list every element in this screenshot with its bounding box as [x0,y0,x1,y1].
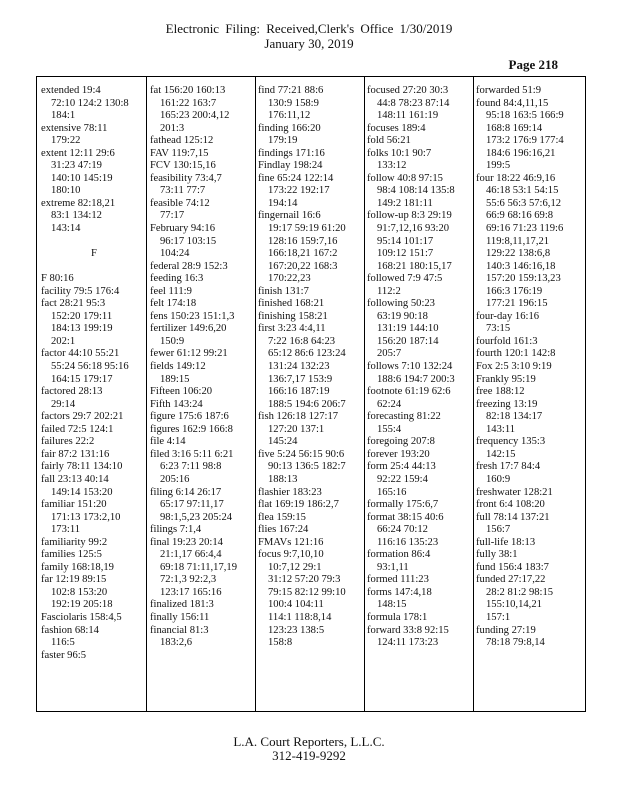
index-entry: factor 44:10 55:21 [41,348,120,360]
index-entry: folks 10:1 90:7 [367,147,432,159]
index-entry: February 94:16 [150,223,216,235]
index-entry-continuation: 66:9 68:16 69:8 [486,210,554,222]
index-entry: finishing 158:21 [258,310,328,322]
index-entry-continuation: 173:2 176:9 177:4 [486,135,564,147]
index-entry-continuation: 91:7,12,16 93:20 [377,223,450,235]
index-entry-continuation: 150:9 [160,335,185,347]
index-entry: full-life 18:13 [476,536,536,548]
index-entry: fashion 68:14 [41,624,99,636]
index-entry: formation 86:4 [367,549,431,561]
index-entry: fully 38:1 [476,549,518,561]
index-entry: federal 28:9 152:3 [150,260,228,272]
index-entry-continuation: 180:10 [51,185,81,197]
index-entry: formed 111:23 [367,574,429,586]
index-entry: filing 6:14 26:17 [150,486,222,498]
index-column-5 [476,85,582,650]
index-column-4 [367,85,473,650]
index-entry-continuation: 179:22 [51,135,81,147]
word-index-frame [36,76,586,712]
index-entry: fingernail 16:6 [258,210,321,222]
index-entry-continuation: 140:10 145:19 [51,172,113,184]
index-entry: finish 131:7 [258,285,309,297]
index-entry [41,236,147,249]
index-entry-continuation: 156:7 [486,524,511,536]
index-entry-continuation: 93:1,11 [377,561,409,573]
index-entry: FAV 119:7,15 [150,147,209,159]
index-entry: formula 178:1 [367,611,428,623]
index-entry-continuation: 145:24 [268,436,298,448]
index-entry: forwarded 51:9 [476,85,542,96]
index-entry-continuation: 189:15 [160,373,190,385]
index-entry: extensive 78:11 [41,122,108,134]
index-entry-continuation: 179:19 [268,135,298,147]
index-entry-continuation: 123:23 138:5 [268,624,325,636]
index-entry: forever 193:20 [367,448,430,460]
index-entry: fact 28:21 95:3 [41,298,106,310]
index-entry-continuation: 149:14 153:20 [51,486,113,498]
index-entry-continuation: 66:24 70:12 [377,524,428,536]
index-entry [41,261,147,274]
index-entry-continuation: 119:8,11,17,21 [486,235,550,247]
index-entry: five 5:24 56:15 90:6 [258,448,345,460]
index-entry-continuation: 170:22,23 [268,273,311,285]
index-entry: feeding 16:3 [150,273,204,285]
index-entry-continuation: 69:16 71:23 119:6 [486,223,564,235]
column-divider [473,77,474,711]
index-entry-continuation: 77:17 [160,210,185,222]
index-entry: free 188:12 [476,386,525,398]
index-entry: Fox 2:5 3:10 9:19 [476,361,552,373]
index-entry: felt 174:18 [150,298,197,310]
index-entry-continuation: 148:11 161:19 [377,110,439,122]
index-entry: finally 156:11 [150,611,210,623]
index-entry-continuation: 95:18 163:5 166:9 [486,110,564,122]
index-entry-continuation: 176:11,12 [268,110,311,122]
index-entry-continuation: 158:8 [268,637,293,649]
index-entry: freshwater 128:21 [476,486,553,498]
index-entry: followed 7:9 47:5 [367,273,443,285]
column-divider [364,77,365,711]
index-entry-continuation: 63:19 90:18 [377,310,428,322]
index-entry-continuation: 205:7 [377,348,402,360]
index-letter-heading: F [91,248,97,260]
index-entry-continuation: 98:4 108:14 135:8 [377,185,455,197]
index-entry: filed 3:16 5:11 6:21 [150,448,234,460]
index-entry: figure 175:6 187:6 [150,411,229,423]
filing-stamp: Electronic Filing: Received,Clerk's Office 1/30/2019 [165,21,453,36]
index-entry-continuation: 192:19 205:18 [51,599,113,611]
index-entry-continuation: 102:8 153:20 [51,586,108,598]
index-entry: fathead 125:12 [150,135,214,147]
index-entry: Fifteen 106:20 [150,386,213,398]
index-entry-continuation: 10:7,12 29:1 [268,561,322,573]
index-entry: follows 7:10 132:24 [367,361,453,373]
index-entry-continuation: 29:14 [51,398,76,410]
index-entry: fund 156:4 183:7 [476,561,549,573]
index-entry-continuation: 166:3 176:19 [486,285,543,297]
index-entry: focused 27:20 30:3 [367,85,449,96]
filing-date: January 30, 2019 [264,36,354,51]
index-entry: Fasciolaris 158:4,5 [41,611,122,623]
index-entry-continuation: 131:24 132:23 [268,361,330,373]
index-entry-continuation: 123:17 165:16 [160,586,222,598]
index-entry-continuation: 83:1 134:12 [51,210,102,222]
index-entry-continuation: 55:6 56:3 57:6,12 [486,197,562,209]
index-entry-continuation: 72:1,3 92:2,3 [160,574,217,586]
index-entry-continuation: 73:11 77:7 [160,185,206,197]
index-entry-continuation: 157:1 [486,611,511,623]
column-divider [146,77,147,711]
index-entry-continuation: 140:3 146:16,18 [486,260,556,272]
index-entry-continuation: 156:20 187:14 [377,335,439,347]
page-number: Page 218 [508,57,558,72]
index-entry-continuation: 73:15 [486,323,511,335]
index-entry: fewer 61:12 99:21 [150,348,228,360]
index-entry-continuation: 199:5 [486,160,511,172]
index-entry-continuation: 133:12 [377,160,407,172]
index-entry-continuation: 92:22 159:4 [377,473,428,485]
footer-company: L.A. Court Reporters, L.L.C. [233,734,385,749]
index-entry: Frankly 95:19 [476,373,536,385]
index-entry-continuation: 148:15 [377,599,407,611]
index-entry-continuation: 28:2 81:2 98:15 [486,586,554,598]
index-entry: full 78:14 137:21 [476,511,550,523]
index-entry: extent 12:11 29:6 [41,147,115,159]
index-column-2 [150,85,256,650]
index-entry-continuation: 7:22 16:8 64:23 [268,335,336,347]
index-entry-continuation: 184:1 [51,110,76,122]
index-entry: flashier 183:23 [258,486,322,498]
index-entry-continuation: 131:19 144:10 [377,323,439,335]
index-entry-continuation: 104:24 [160,248,190,260]
index-entry-continuation: 143:14 [51,223,81,235]
index-entry: first 3:23 4:4,11 [258,323,326,335]
index-entry-continuation: 183:2,6 [160,637,193,649]
index-entry: footnote 61:19 62:6 [367,386,451,398]
index-entry-continuation: 188:13 [268,473,298,485]
index-entry-continuation: 79:15 82:12 99:10 [268,586,346,598]
index-entry: finalized 181:3 [150,599,214,611]
index-entry: factored 28:13 [41,386,103,398]
index-entry: fall 23:13 40:14 [41,473,109,485]
index-entry: far 12:19 89:15 [41,574,107,586]
index-entry-continuation: 142:15 [486,448,516,460]
index-entry: front 6:4 108:20 [476,499,545,511]
index-entry-continuation: 166:16 187:19 [268,386,330,398]
index-entry-continuation: 184:13 199:19 [51,323,113,335]
index-entry: formally 175:6,7 [367,499,439,511]
index-entry: flies 167:24 [258,524,309,536]
index-entry: failed 72:5 124:1 [41,423,114,435]
index-entry: families 125:5 [41,549,102,561]
index-entry: fresh 17:7 84:4 [476,461,541,473]
index-entry-continuation: 78:18 79:8,14 [486,637,545,649]
index-entry: foregoing 207:8 [367,436,435,448]
index-entry: extreme 82:18,21 [41,197,116,209]
index-entry-continuation: 152:20 179:11 [51,310,113,322]
index-entry: fold 56:21 [367,135,411,147]
index-entry-continuation: 205:16 [160,473,190,485]
index-entry: follow-up 8:3 29:19 [367,210,452,222]
index-entry: faster 96:5 [41,649,87,661]
index-entry-continuation: 157:20 159:13,23 [486,273,561,285]
index-entry-continuation: 114:1 118:8,14 [268,611,332,623]
index-entry-continuation: 155:4 [377,423,402,435]
index-entry-continuation: 173:22 192:17 [268,185,330,197]
index-column-1 [41,85,147,662]
index-entry-continuation: 112:2 [377,285,401,297]
index-entry: filings 7:1,4 [150,524,202,536]
index-entry: fourth 120:1 142:8 [476,348,556,360]
index-entry-continuation: 62:24 [377,398,402,410]
index-entry-continuation: 161:22 163:7 [160,97,217,109]
index-entry-continuation: 65:12 86:6 123:24 [268,348,346,360]
index-entry-continuation: 109:12 151:7 [377,248,434,260]
index-entry: feasibility 73:4,7 [150,172,222,184]
index-entry: frequency 135:3 [476,436,546,448]
index-entry: financial 81:3 [150,624,209,636]
index-entry: fertilizer 149:6,20 [150,323,227,335]
index-entry-continuation: 98:1,5,23 205:24 [160,511,233,523]
index-entry-continuation: 194:14 [268,197,298,209]
index-entry-continuation: 202:1 [51,335,76,347]
index-entry-continuation: 127:20 137:1 [268,423,325,435]
index-entry: fish 126:18 127:17 [258,411,339,423]
index-entry: fens 150:23 151:1,3 [150,310,235,322]
index-entry: feel 111:9 [150,285,192,297]
index-entry: fine 65:24 122:14 [258,172,334,184]
index-entry: following 50:23 [367,298,435,310]
index-entry-continuation: 116:16 135:23 [377,536,439,548]
index-entry-continuation: 167:20,22 168:3 [268,260,338,272]
footer-phone: 312-419-9292 [272,748,346,763]
index-entry-continuation: 184:6 196:16,21 [486,147,556,159]
index-entry: extended 19:4 [41,85,101,96]
index-entry-continuation: 168:8 169:14 [486,122,543,134]
index-entry: familiar 151:20 [41,499,107,511]
index-entry: findings 171:16 [258,147,325,159]
index-entry-continuation: 19:17 59:19 61:20 [268,223,346,235]
index-entry-continuation: 165:23 200:4,12 [160,110,230,122]
index-entry-continuation: 129:22 138:6,8 [486,248,551,260]
index-entry: fairly 78:11 134:10 [41,461,123,473]
index-entry: four 18:22 46:9,16 [476,172,556,184]
index-entry: FMAVs 121:16 [258,536,324,548]
index-entry-continuation: 130:9 158:9 [268,97,319,109]
index-entry-continuation: 201:3 [160,122,185,134]
index-entry-continuation: 72:10 124:2 130:8 [51,97,129,109]
index-entry: flea 159:15 [258,511,306,523]
index-entry: fourfold 161:3 [476,335,538,347]
index-entry-continuation: 90:13 136:5 182:7 [268,461,346,473]
index-entry-continuation: 44:8 78:23 87:14 [377,97,450,109]
index-entry-continuation: 173:11 [51,524,81,536]
index-entry-continuation: 21:1,17 66:4,4 [160,549,222,561]
index-entry: funded 27:17,22 [476,574,546,586]
index-entry: family 168:18,19 [41,561,114,573]
index-entry-continuation: 96:17 103:15 [160,235,217,247]
index-entry: flat 169:19 186:2,7 [258,499,339,511]
index-entry-continuation: 155:10,14,21 [486,599,542,611]
index-entry: follow 40:8 97:15 [367,172,443,184]
index-entry: finished 168:21 [258,298,325,310]
index-entry-continuation: 100:4 104:11 [268,599,324,611]
index-entry-continuation: 95:14 101:17 [377,235,434,247]
index-entry: factors 29:7 202:21 [41,411,124,423]
index-entry: Findlay 198:24 [258,160,323,172]
index-entry-continuation: 6:23 7:11 98:8 [160,461,222,473]
index-entry: forecasting 81:22 [367,411,441,423]
index-entry: forms 147:4,18 [367,586,432,598]
index-entry: finding 166:20 [258,122,321,134]
index-entry-continuation: 65:17 97:11,17 [160,499,224,511]
index-entry-continuation: 46:18 53:1 54:15 [486,185,559,197]
index-entry-continuation: 143:11 [486,423,516,435]
index-entry: focuses 189:4 [367,122,426,134]
index-entry: find 77:21 88:6 [258,85,324,96]
index-entry-continuation: 69:18 71:11,17,19 [160,561,238,573]
index-entry-continuation: 82:18 134:17 [486,411,543,423]
index-entry-continuation: 165:16 [377,486,407,498]
index-entry: form 25:4 44:13 [367,461,436,473]
index-entry-continuation: 171:13 173:2,10 [51,511,121,523]
index-entry: forward 33:8 92:15 [367,624,449,636]
index-entry: funding 27:19 [476,624,536,636]
index-entry-continuation: 160:9 [486,473,511,485]
index-entry: feasible 74:12 [150,197,210,209]
index-entry-continuation: 177:21 196:15 [486,298,548,310]
index-entry: failures 22:2 [41,436,95,448]
index-entry: fields 149:12 [150,361,206,373]
index-entry: freezing 13:19 [476,398,538,410]
index-entry-continuation: 31:12 57:20 79:3 [268,574,341,586]
index-entry: fat 156:20 160:13 [150,85,226,96]
index-entry-continuation: 55:24 56:18 95:16 [51,361,129,373]
index-entry: final 19:23 20:14 [150,536,223,548]
index-entry-continuation: 116:5 [51,637,75,649]
index-entry-continuation: 31:23 47:19 [51,160,102,172]
index-entry-continuation: 166:18,21 167:2 [268,248,338,260]
index-entry-continuation: 124:11 173:23 [377,637,439,649]
index-entry-continuation: 188:6 194:7 200:3 [377,373,455,385]
index-entry: FCV 130:15,16 [150,160,216,172]
index-entry: four-day 16:16 [476,310,540,322]
index-entry: file 4:14 [150,436,186,448]
index-entry-continuation: 188:5 194:6 206:7 [268,398,346,410]
index-entry: facility 79:5 176:4 [41,285,120,297]
index-entry-continuation: 149:2 181:11 [377,197,433,209]
index-entry-continuation: 168:21 180:15,17 [377,260,452,272]
index-entry-continuation: 128:16 159:7,16 [268,235,338,247]
index-entry: Fifth 143:24 [150,398,203,410]
index-entry-continuation: 136:7,17 153:9 [268,373,333,385]
index-entry: format 38:15 40:6 [367,511,444,523]
index-entry: fair 87:2 131:16 [41,448,110,460]
index-entry: focus 9:7,10,10 [258,549,324,561]
index-entry: familiarity 99:2 [41,536,108,548]
index-entry: figures 162:9 166:8 [150,423,233,435]
index-entry: found 84:4,11,15 [476,97,549,109]
index-entry-continuation: 164:15 179:17 [51,373,113,385]
column-divider [255,77,256,711]
index-column-3 [258,85,364,650]
index-entry: F 80:16 [41,273,74,285]
